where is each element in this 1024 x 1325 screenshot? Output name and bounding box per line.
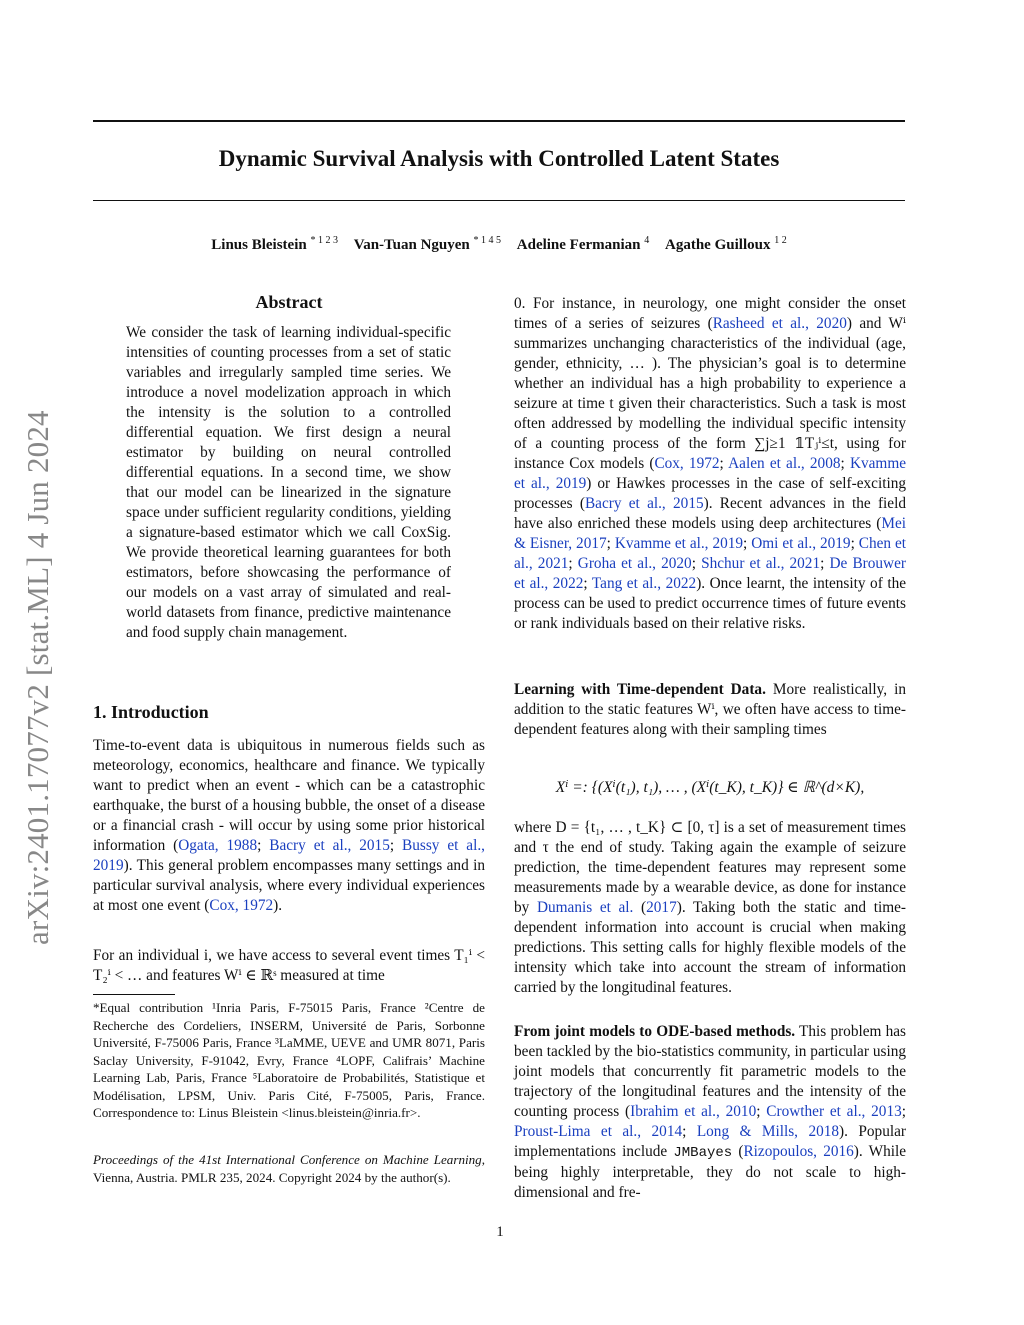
paper-title: Dynamic Survival Analysis with Controlled Latent States: [218, 146, 780, 171]
citation-link[interactable]: Aalen et al., 2008: [728, 455, 841, 472]
citation-link[interactable]: Long & Mills, 2018: [696, 1123, 840, 1140]
citation-link[interactable]: Bussy et al., 2019: [93, 837, 485, 874]
citation-link[interactable]: Ogata, 1988: [178, 837, 258, 854]
paragraph-heading: From joint models to ODE-based methods.: [514, 1023, 796, 1040]
citation-link[interactable]: Cox, 1972: [209, 897, 274, 914]
citation-link[interactable]: Mei & Eisner, 2017: [514, 515, 906, 552]
paragraph-heading: Learning with Time-dependent Data.: [514, 681, 766, 698]
page-number: 1: [496, 1224, 504, 1240]
citation-link[interactable]: De Brouwer et al., 2022: [514, 555, 906, 592]
citation-link[interactable]: Chen et al., 2021: [514, 535, 907, 572]
author: Adeline Fermanian $^4$: [516, 235, 650, 253]
citation-link[interactable]: Kvamme et al., 2019: [614, 535, 744, 552]
footnote-affiliations: *Equal contribution ¹Inria Paris, F-75015 Paris, France ²Centre de Recherche des Cordeliers, INSERM, Université de Paris, Sorbonne Université, F-75006 Paris, France ³LaMME, UEVE and UMR 8071, Paris Saclay University, F-91042, Evry, France ⁴LOPF, Califrais’ Machine Learning Lab, Paris, France ⁵Laboratoire de Probabilités, Statistique et Modélisation, LPSM, Univ. Paris Cité, F-75005, Paris, France. Correspondence to: Linus Bleistein <linus.bleistein@inria.fr>.: [93, 1000, 485, 1120]
citation-link[interactable]: Tang et al., 2022: [591, 575, 697, 592]
section-heading-introduction: 1. Introduction: [93, 702, 209, 722]
code-term: JMBayes: [673, 1145, 733, 1161]
citation-link[interactable]: Rasheed et al., 2020: [712, 315, 847, 332]
author: Linus Bleistein $^{* 1 2 3}$: [211, 235, 338, 253]
proceedings-note: Proceedings of the 41st International Conference on Machine Learning, Vienna, Austria. PMLR 235, 2024. Copyright 2024 by the author(s).: [93, 1152, 485, 1185]
citation-link[interactable]: Shchur et al., 2021: [701, 555, 821, 572]
right-paragraph-2: Learning with Time-dependent Data. More realistically, in addition to the static features Wⁱ, we often have access to time-dependent features along with their sampling times: [514, 681, 906, 738]
citation-link[interactable]: Kvamme et al., 2019: [514, 455, 907, 492]
arxiv-stamp: arXiv:2401.17077v2 [stat.ML] 4 Jun 2024: [20, 410, 55, 945]
citation-link[interactable]: Rizopoulos, 2016: [743, 1143, 854, 1160]
abstract-text: We consider the task of learning individual-specific intensities of counting processes from a set of static variables and irregularly sampled time series. We introduce a novel modelization approach in which the intensity is the solution to a controlled differential equation. We first design a neural estimator by building on neural controlled differential equations. In a second time, we show that our model can be linearized in the signature space under sufficient regularity conditions, yielding a signature-based estimator which we call CoxSig. We provide theoretical learning guarantees for both estimators, before showcasing the performance of our models on a vast array of simulated and real-world datasets from finance, predictive maintenance and food supply chain management.: [126, 324, 451, 641]
intro-paragraph-1: Time-to-event data is ubiquitous in numerous fields such as meteorology, economics, healthcare and finance. We typically want to predict when an event - which can be a catastrophic earthquake, the burst of a housing bubble, the onset of a disease or a financial crash - will occur by using some prior historical information (Ogata, 1988; Bacry et al., 2015; Bussy et al., 2019). This general problem encompasses many settings and in particular survival analysis, where every individual experiences at most one event (Cox, 1972).: [93, 737, 485, 914]
citation-link[interactable]: Omi et al., 2019: [751, 535, 851, 552]
footnote-rule: [93, 994, 175, 995]
equation: Xⁱ =: {(Xⁱ(t₁), t₁), … , (Xⁱ(t_K), t_K)} ∈ ℝ^(d×K),: [555, 779, 865, 796]
citation-link[interactable]: Bacry et al., 2015: [584, 495, 704, 512]
citation-link[interactable]: Crowther et al., 2013: [766, 1103, 902, 1120]
citation-link[interactable]: Dumanis et al.: [536, 899, 634, 916]
abstract-heading: Abstract: [255, 292, 323, 312]
citation-link[interactable]: Ibrahim et al., 2010: [630, 1103, 757, 1120]
title-rule-bottom: [93, 200, 905, 201]
right-paragraph-4: From joint models to ODE-based methods. This problem has been tackled by the bio-statistics community, in particular using joint models that concurrently fit parametric models to the trajectory of the longitudinal features and the intensity of the counting process (Ibrahim et al., 2010; Crowther et al., 2013; Proust-Lima et al., 2014; Long & Mills, 2018). Popular implementations include JMBayes (Rizopoulos, 2016). While being highly interpretable, they do not scale to high-dimensional and fre-: [514, 1023, 907, 1201]
citation-link[interactable]: Cox, 1972: [654, 455, 720, 472]
citation-link[interactable]: Bacry et al., 2015: [269, 837, 390, 854]
citation-link[interactable]: 2017: [646, 899, 677, 916]
author-list: [93, 235, 905, 254]
citation-link[interactable]: Groha et al., 2020: [577, 555, 692, 572]
right-paragraph-3: where D = {t₁, … , t_K} ⊂ [0, τ] is a set of measurement times and τ the end of study. Taking again the example of seizure prediction, the time-dependent features may represent some measurements made by a wearable device, as done for instance by Dumanis et al. (2017). Taking both the static and time-dependent information into account is crucial when making predictions. This setting calls for highly flexible models of the intensity which take into account the stream of information carried by the longitudinal features.: [514, 819, 907, 996]
author: Van-Tuan Nguyen $^{* 1 4 5}$: [353, 235, 502, 253]
author: Agathe Guilloux $^{1 2}$: [665, 235, 787, 253]
citation-link[interactable]: Proust-Lima et al., 2014: [514, 1123, 683, 1140]
intro-paragraph-2: For an individual i, we have access to several event times T₁ⁱ < T₂ⁱ < … and features Wⁱ ∈ ℝˢ measured at time: [93, 947, 485, 984]
title-rule-top: [93, 120, 905, 122]
right-paragraph-1: 0. For instance, in neurology, one might consider the onset times of a series of seizures (Rasheed et al., 2020) and Wⁱ summarizes unchanging characteristics of the individual (age, gender, ethnicity, … ). The physician’s goal is to determine whether an individual has a high probability to experience a seizure at time t given their characteristics. Such a task is most often addressed by modelling the individual specific intensity of a counting process of the form ∑j≥1 𝟙Tⱼⁱ≤t, using for instance Cox models (Cox, 1972; Aalen et al., 2008; Kvamme et al., 2019) or Hawkes processes in the case of self-exciting processes (Bacry et al., 2015). Recent advances in the field have also enriched these models using deep architectures (Mei & Eisner, 2017; Kvamme et al., 2019; Omi et al., 2019; Chen et al., 2021; Groha et al., 2020; Shchur et al., 2021; De Brouwer et al., 2022; Tang et al., 2022). Once learnt, the intensity of the process can be used to predict occurrence times of future events or rank individuals based on their relative risks.: [514, 295, 907, 632]
